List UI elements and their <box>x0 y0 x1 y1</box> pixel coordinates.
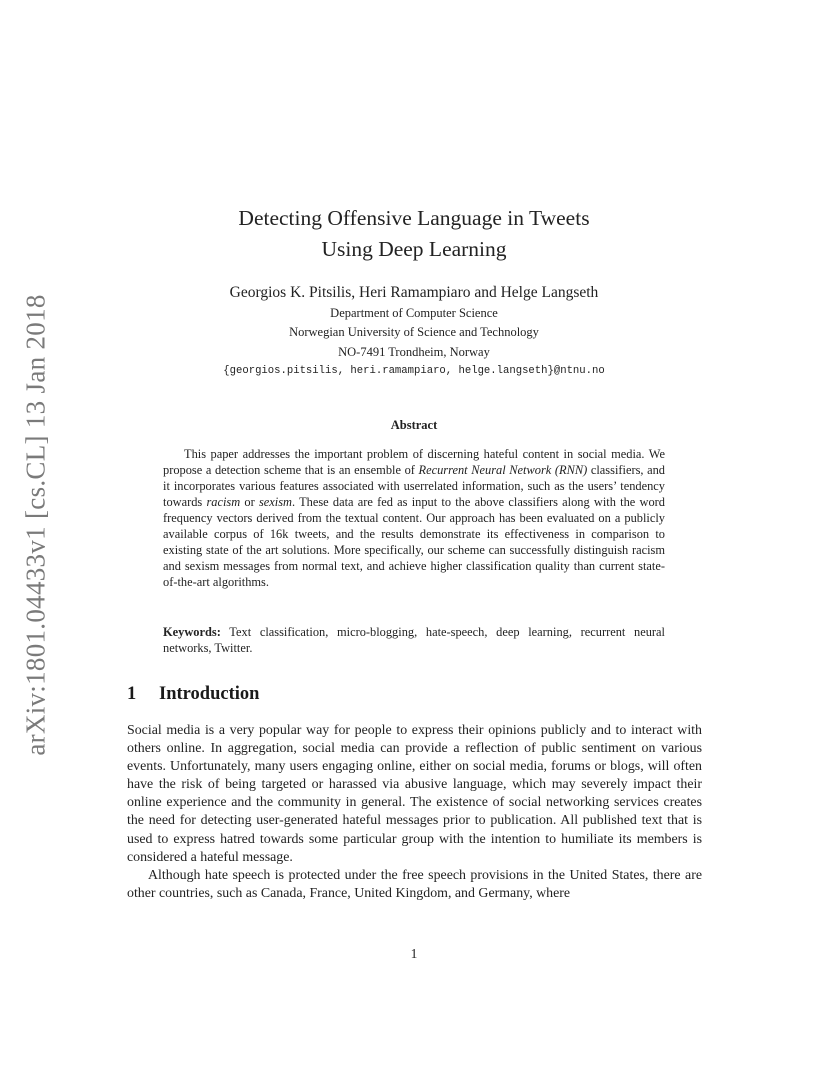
abstract-heading: Abstract <box>390 418 438 432</box>
address: NO-7491 Trondheim, Norway <box>338 344 490 359</box>
intro-paragraph-2: Although hate speech is protected under the free speech provisions in the United States, there are other countries, such as Canada, France, United Kingdom, and Germany, where <box>127 867 702 901</box>
university: Norwegian University of Science and Technology <box>289 325 539 340</box>
keywords-label: Keywords: <box>163 625 221 639</box>
section-number: 1 <box>127 684 137 704</box>
paper-title <box>0 203 828 265</box>
abstract-emphasis-rnn: Recurrent Neural Network (RNN) <box>418 463 588 477</box>
abstract-text <box>163 446 665 590</box>
abstract-emphasis-sexism: sexism <box>258 495 292 509</box>
abstract-text-part: or <box>240 495 259 509</box>
arxiv-stamp-text: arXiv:1801.04433v1 [cs.CL] 13 Jan 2018 <box>20 294 51 756</box>
section-heading-introduction <box>127 684 259 705</box>
department: Department of Computer Science <box>330 306 498 320</box>
keywords-text: Text classification, micro-blogging, hate-speech, deep learning, recurrent neural networks, Twitter. <box>163 625 665 655</box>
title-line-2: Using Deep Learning <box>321 237 507 261</box>
abstract-text-part: This paper addresses the important problem of discerning hateful content in social media. We propose a detection scheme that is an ensemble of <box>163 447 665 477</box>
introduction-body <box>127 722 702 903</box>
author-emails: {georgios.pitsilis, heri.ramampiaro, helge.langseth}@ntnu.no <box>223 364 605 377</box>
intro-paragraph-1: Social media is a very popular way for people to express their opinions publicly and to interact with others online. In aggregation, social media can provide a reflection of public sentiment on various events. Unfortunately, many users engaging online, either on social media, forums or blogs, will often have the risk of being targeted or harassed via abusive language, which may severely impact their online experience and the community in general. The existence of social networking services creates the need for detecting user-generated hateful messages prior to publication. All published text that is used to express hatred towards some particular group with the intention to humiliate its members is considered a hateful message. <box>127 723 702 865</box>
section-title: Introduction <box>159 684 260 704</box>
abstract-emphasis-racism: racism <box>206 495 241 509</box>
affiliation-block <box>0 304 828 381</box>
keywords <box>163 624 665 656</box>
author-list: Georgios K. Pitsilis, Heri Ramampiaro and Helge Langseth <box>229 284 599 301</box>
abstract-text-part: . These data are fed as input to the above classifiers along with the word frequency vectors derived from the textual content. Our approach has been evaluated on a publicly available corpus of 16k tweets, and the results demonstrate its effectiveness in comparison to existing state of the art solutions. More specifically, our scheme can successfully distinguish racism and sexism messages from normal text, and achieve higher classification quality than current state-of-the-art algorithms. <box>163 495 665 589</box>
title-line-1: Detecting Offensive Language in Tweets <box>238 206 590 230</box>
page-number: 1 <box>410 946 418 961</box>
abstract-text-part: classifiers, and it incorporates various features associated with userrelated information, such as the users’ tendency towards <box>163 463 666 509</box>
